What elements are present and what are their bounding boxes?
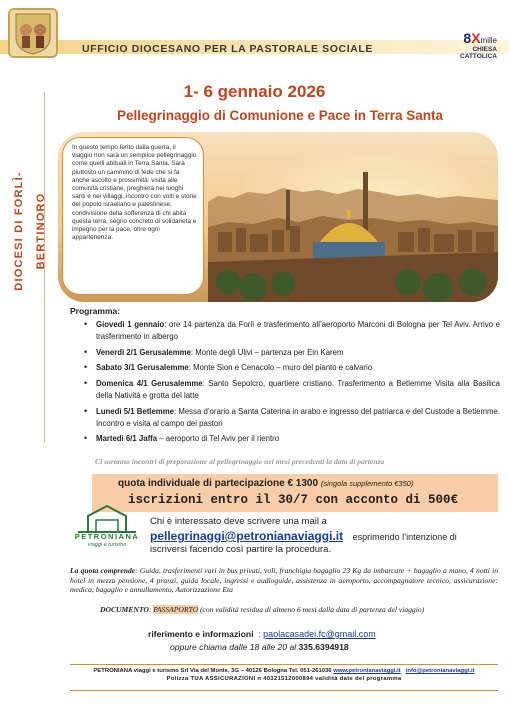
contact-email-line: pellegrinaggi@petronianaviaggi.it esprimendo l’intenzione di <box>150 529 457 543</box>
trip-dates: 1- 6 gennaio 2026 <box>183 82 326 101</box>
trip-title: Pellegrinaggio di Comunione e Pace in Terra Santa <box>116 108 444 123</box>
program-item: • Lunedì 5/1 Betlemme: Messa d’orario a Santa Caterina in arabo e ingresso del patriarca e del Custode a Betlemme. Incontro e visita al campo dei pastori <box>82 406 500 430</box>
org-name: UFFICIO DIOCESANO PER LA PASTORALE SOCIALE <box>82 43 374 55</box>
quota-includes: La quota comprende: Guida, trasferimenti vari in bus privati, voli, franchigia bagaglio 23 Kg da imbarcare + bagaglio a mano, 4 notti in hotel in mezza pensione, 4 pranzi, guida locale, ingressi e audioguide, assistenza in aeroporto, accompagnatore tecnico, assicurazione: medica, bagaglio e annullamento, Autorizzazione Eta <box>70 566 498 595</box>
reference-phone-line: oppure chiama dalle 18 alle 20 al 335.6394918 <box>170 642 349 652</box>
reference-line: riferimento e informazioni : paolacasadei.fc@gmail.com <box>148 629 376 639</box>
intro-textbox: In questo tempo ferito dalla guerra, il viaggio non sarà un semplice pellegrinaggio come quelli abituali in Terra Santa. Sarà piuttosto un cammino di fede che si fa anche ascolto e prossimità: visita alle comunità cristiane, preghiera nei luoghi santi e nei villaggi, incontro con volti e storie del popolo israeliano e palestinese, condivisione della sofferenza di chi abita questa terra, segno concreto di solidarietà e impegno per la pace, oltre ogni appartenenza. <box>62 137 204 295</box>
otto-per-mille-logo: 8Xmille CHIESA CATTOLICA <box>460 30 497 60</box>
petroniana-logo: PETRONIANA viaggi e turismo <box>70 504 144 554</box>
diocese-side-label: DIOCESI DI FORLÌ-BERTINORO <box>13 171 47 291</box>
diocese-crest-logo <box>8 8 58 58</box>
program-item: • Giovedì 1 gennaio: ore 14 partenza da Forlì e trasferimento all’aeroporto Marconi di Bologna per Tel Aviv. Arrivo e trasferimento in albergo <box>82 319 500 343</box>
reference-email-link[interactable]: paolacasadei.fc@gmail.com <box>263 629 376 639</box>
footer: PETRONIANA viaggi e turismo Srl Via del Monte, 3G – 40126 Bologna Tel. 051-261036 www.petronianaviaggi.it info@petronianaviaggi.it Polizza TUA ASSICURAZIONI n 40321512000894 validità date del programma <box>70 664 498 691</box>
pilgrimage-email-link[interactable]: pellegrinaggi@petronianaviaggi.it <box>150 529 344 543</box>
program-item: • Martedì 6/1 Jaffa – aeroporto di Tel Aviv per il rientro <box>82 433 500 445</box>
footer-web-link[interactable]: www.petronianaviaggi.it <box>333 668 401 674</box>
preparation-note: Ci saranno incontri di preparazione al pellegrinaggio nei mesi precedenti la data di partenza <box>95 457 385 466</box>
footer-mail-link[interactable]: info@petronianaviaggi.it <box>405 668 475 674</box>
contact-line: iscriversi facendo così partire la procedura. <box>150 544 332 555</box>
program-item: • Domenica 4/1 Gerusalemme: Santo Sepolcro, quartiere cristiano. Trasferimento a Betlemme Visita alla Basilica della Natività e grotta del latte <box>82 378 500 402</box>
program-title: Programma: <box>70 306 121 316</box>
program-item: • Sabato 3/1 Gerusalemme: Monte Sion e Cenacolo – muro del pianto e calvario <box>82 362 500 374</box>
registration-deadline: iscrizioni entro il 30/7 con acconto di 500€ <box>128 493 459 507</box>
document-requirement: DOCUMENTO: PASSAPORTO (con validità residua di almeno 6 mesi dalla data di partenza del viaggio) <box>100 605 425 614</box>
program-list <box>82 319 500 449</box>
program-item: • Venerdì 2/1 Gerusalemme: Monte degli Ulivi – partenza per Ein Karem <box>82 347 500 359</box>
contact-line: Chi è interessato deve scrivere una mail a <box>150 516 327 527</box>
price-line: quota individuale di partecipazione € 1300 (singola supplemento €350) <box>118 478 414 489</box>
